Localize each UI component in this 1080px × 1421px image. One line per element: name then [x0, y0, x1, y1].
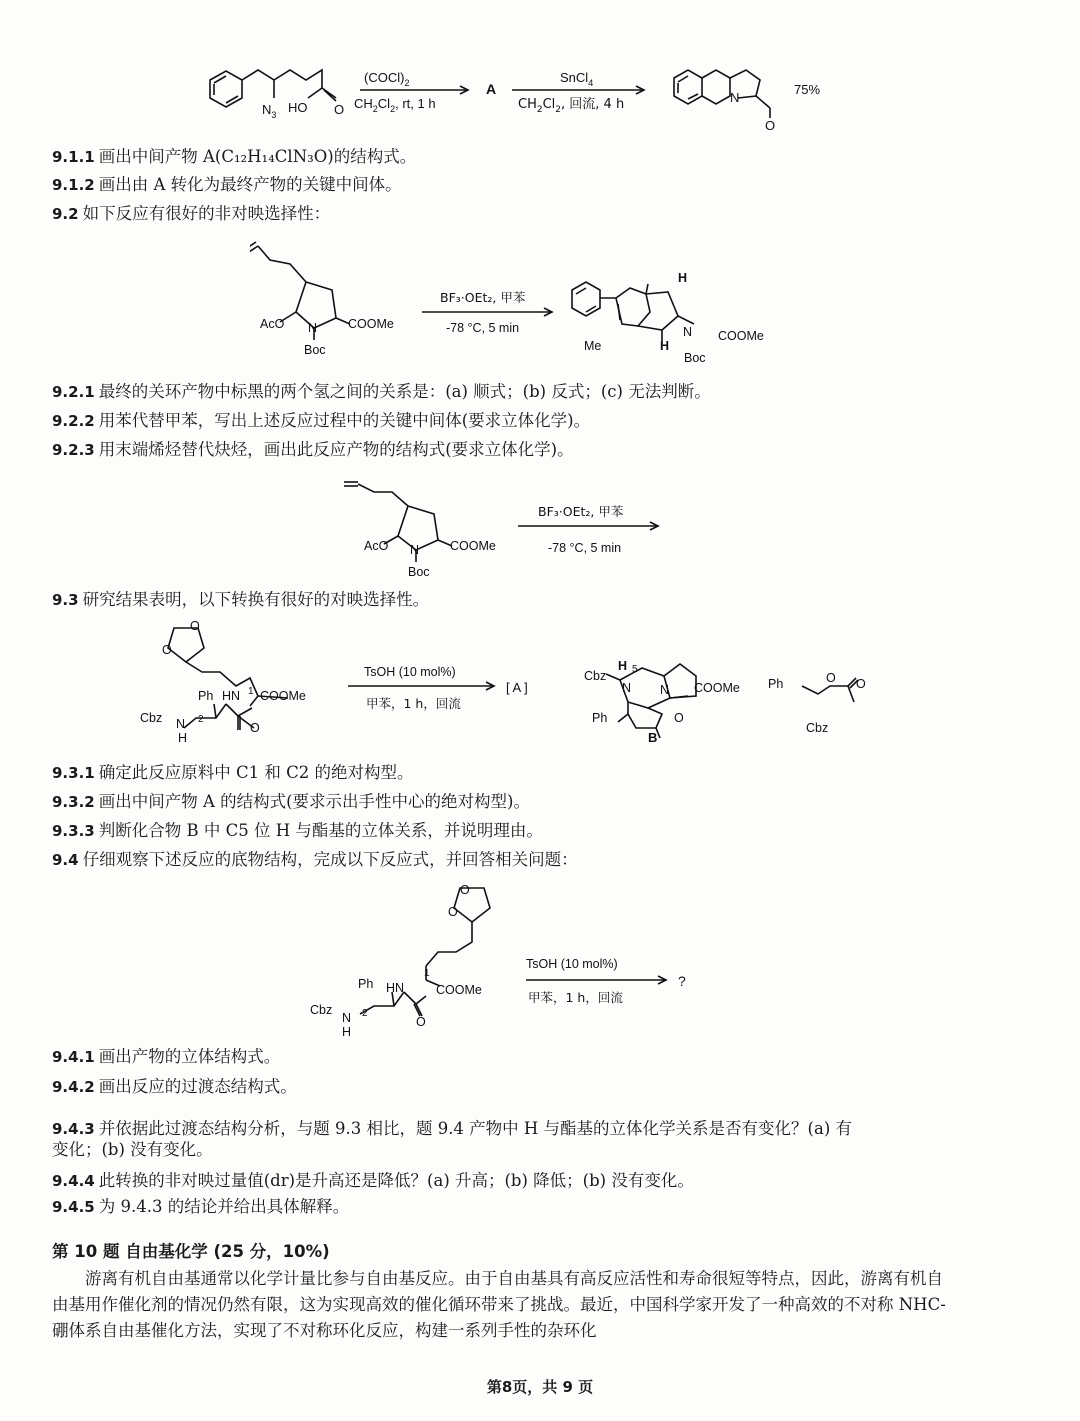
condition-temp-time: -78 °C, 5 min: [548, 541, 622, 555]
dioxolane-o-left: O: [448, 905, 458, 919]
question-9-4-4: 9.4.4 此转换的非对映过量值(dr)是升高还是降低？(a) 升高；(b) 降低；(b) 没有变化。: [52, 1171, 694, 1190]
section-heading-question-10: 第 10 题 自由基化学 (25 分，10%): [52, 1242, 330, 1261]
unknown-product-mark: ?: [678, 973, 686, 989]
product-oxygen-label: O: [765, 118, 776, 133]
pyrrolidine-n-label: N: [308, 321, 318, 335]
cbz-o1-label: O: [826, 671, 836, 685]
question-9-4-3: 9.4.3 并依据此过渡态结构分析，与题 9.3 相比，题 9.4 产物中 H 与酯基的立体化学关系是否有变化？(a) 有: [52, 1119, 853, 1138]
b-n2-label: N: [660, 683, 670, 697]
question-9-1-1: 9.1.1 画出中间产物 A(C₁₂H₁₄ClN₃O)的结构式。: [52, 147, 417, 166]
compound-b-label: B: [648, 730, 658, 745]
reagent-tsoh: TsOH (10 mol%): [364, 665, 456, 679]
product-boc-label: Boc: [684, 351, 706, 365]
page-footer: 第8页，共 9 页: [486, 1378, 594, 1396]
carbonyl-oxygen-label: O: [334, 102, 345, 117]
carbamate-n-label: N: [342, 1011, 352, 1025]
scheme-9-4: [300, 880, 720, 1040]
condition-toluene-reflux: 甲苯，1 h，回流: [528, 990, 623, 1005]
pyrrolidine-n-label: N: [410, 543, 420, 557]
product-ester-label: COOMe: [718, 329, 764, 343]
scheme-9-2: [250, 232, 810, 372]
question-9-3: 9.3 研究结果表明，以下转换有很好的对映选择性。: [52, 590, 430, 609]
amide-o-label: O: [416, 1015, 426, 1029]
cbz-caption: Cbz: [806, 721, 829, 735]
ester-label: COOMe: [260, 689, 306, 703]
ester-label: COOMe: [348, 317, 394, 331]
b-ester-label: COOMe: [694, 681, 740, 695]
phenyl-label: Ph: [358, 977, 374, 991]
acetoxy-label: AcO: [364, 539, 389, 553]
c2-locant: 2: [198, 714, 204, 725]
question-9-4-5: 9.4.5 为 9.4.3 的结论并给出具体解释。: [52, 1197, 350, 1216]
product-nitrogen-label: N: [730, 90, 740, 105]
question-9-1-2: 9.1.2 画出由 A 转化为最终产物的关键中间体。: [52, 175, 402, 194]
c1-locant: 1: [248, 686, 254, 697]
reagent-bf3: BF₃·OEt₂, 甲苯: [440, 290, 526, 305]
carbamate-h-label: H: [178, 731, 188, 745]
question-9-3-3: 9.3.3 判断化合物 B 中 C5 位 H 与酯基的立体关系，并说明理由。: [52, 821, 543, 840]
question-9-4-2: 9.4.2 画出反应的过渡态结构式。: [52, 1077, 297, 1096]
cbz-label: Cbz: [140, 711, 163, 725]
scheme-9-1: [190, 52, 850, 144]
question-10-intro: 游离有机自由基通常以化学计量比参与自由基反应。由于自由基具有高反应活性和寿命很短等特点，因此，游离有机自由基用作催化剂的情况仍然有限，这为实现高效的催化循环带来了挑战。最近，中国科学家开发了一种高效的不对称 NHC-硼体系自由基催化方法，实现了不对称环化反应，构建一系列手性的杂环化: [52, 1269, 946, 1340]
scheme-9-3: [140, 618, 900, 760]
cbz-phenyl-label: Ph: [768, 677, 784, 691]
condition-toluene-reflux: 甲苯，1 h，回流: [366, 696, 461, 711]
amide-nh-label: HN: [222, 689, 241, 703]
question-9-2-2: 9.2.2 用苯代替甲苯，写出上述反应过程中的关键中间体(要求立体化学)。: [52, 411, 591, 430]
b-phenyl-label: Ph: [592, 711, 608, 725]
hydroxyl-label: HO: [288, 100, 308, 115]
methyl-label: Me: [584, 339, 602, 353]
carbamate-h-label: H: [342, 1025, 352, 1039]
amide-nh-label: HN: [386, 981, 405, 995]
dioxolane-o-top: O: [460, 883, 470, 897]
question-9-4: 9.4 仔细观察下述反应的底物结构，完成以下反应式，并回答相关问题：: [52, 850, 578, 869]
cbz-o2-label: O: [856, 677, 866, 691]
azide-label: $N_3$: [262, 102, 277, 120]
c2-locant: 2: [362, 1008, 368, 1019]
reagent-tsoh: TsOH (10 mol%): [526, 957, 618, 971]
product-n-label: N: [683, 325, 693, 339]
reagent-sncl4: SnCl$_4$: [560, 70, 594, 88]
boc-label: Boc: [304, 343, 326, 357]
question-9-4-1: 9.4.1 画出产物的立体结构式。: [52, 1047, 281, 1066]
question-9-2-1: 9.2.1 最终的关环产物中标黑的两个氢之间的关系是：(a) 顺式；(b) 反式；(c) 无法判断。: [52, 382, 711, 401]
dioxolane-o-top: O: [190, 619, 200, 633]
question-9-3-1: 9.3.1 确定此反应原料中 C1 和 C2 的绝对构型。: [52, 763, 414, 782]
dioxolane-o-left: O: [162, 643, 172, 657]
condition-temp-time: -78 °C, 5 min: [446, 321, 520, 335]
reagent-bf3: BF₃·OEt₂, 甲苯: [538, 504, 624, 519]
intermediate-a-label: A: [486, 81, 497, 97]
ester-label: COOMe: [450, 539, 496, 553]
question-9-2: 9.2 如下反应有很好的非对映选择性：: [52, 204, 331, 223]
boc-label: Boc: [408, 565, 430, 579]
b-o-label: O: [674, 711, 684, 725]
question-9-3-2: 9.3.2 画出中间产物 A 的结构式(要求示出手性中心的绝对构型)。: [52, 792, 530, 811]
question-9-4-3-continued: 变化；(b) 没有变化。: [52, 1140, 213, 1159]
question-9-2-3: 9.2.3 用末端烯烃替代炔烃，画出此反应产物的结构式(要求立体化学)。: [52, 440, 574, 459]
condition-dcm-reflux: $CH_2Cl_2$, 回流, 4 h: [518, 97, 625, 115]
amide-o-label: O: [250, 721, 260, 735]
condition-dcm-rt: $CH_2Cl_2$, rt, 1 h: [354, 96, 436, 114]
acetoxy-label: AcO: [260, 317, 285, 331]
phenyl-label: Ph: [198, 689, 214, 703]
carbamate-n-label: N: [176, 717, 186, 731]
c1-locant: 1: [424, 968, 430, 979]
c5-locant: 5: [632, 664, 638, 675]
cbz-label: Cbz: [310, 1003, 333, 1017]
reagent-oxalyl-chloride: $(COCl)_2$: [364, 70, 410, 88]
ester-label: COOMe: [436, 983, 482, 997]
b-n1-label: N: [622, 681, 632, 695]
bottom-hydrogen-label: H: [660, 339, 670, 353]
yield-label: 75%: [794, 82, 821, 97]
b-h-label: H: [618, 659, 628, 673]
scheme-9-2-3: [340, 470, 680, 580]
b-cbz-label: Cbz: [584, 669, 607, 683]
intermediate-a-bracket: [ A ]: [506, 680, 528, 695]
top-hydrogen-label: H: [678, 271, 688, 285]
